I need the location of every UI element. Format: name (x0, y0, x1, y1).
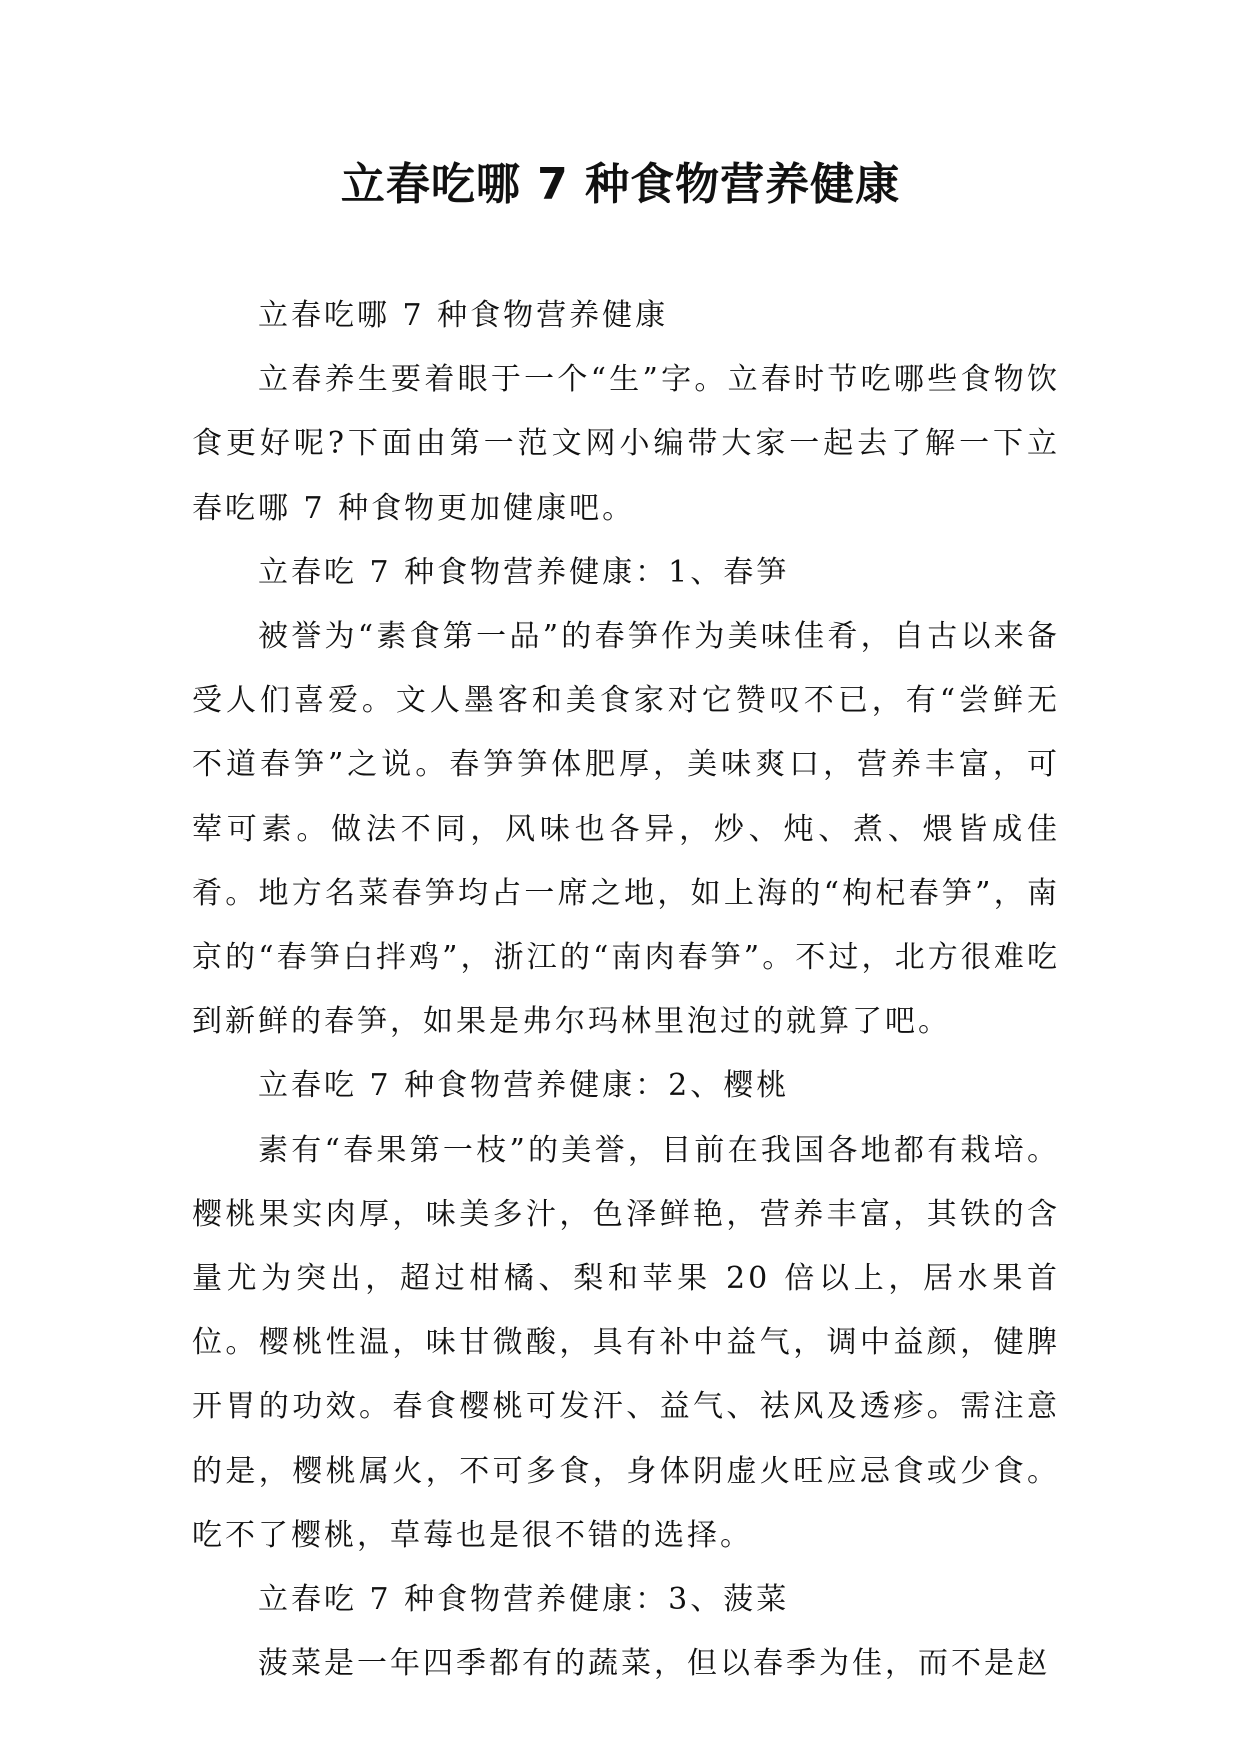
cherries-paragraph: 素有“春果第一枝”的美誉，目前在我国各地都有栽培。樱桃果实肉厚，味美多汁，色泽鲜艳，营养丰富，其铁的含量尤为突出，超过柑橘、梨和苹果 20 倍以上，居水果首位。樱桃性温，味甘微酸，具有补中益气，调中益颜，健脾开胃的功效。春食樱桃可发汗、益气、祛风及透疹。需注意的是，樱桃属火，不可多食，身体阴虚火旺应忌食或少食。吃不了樱桃，草莓也是很不错的选择。 (192, 1132, 1060, 1553)
document-body (192, 284, 1060, 1696)
section-heading-spinach: 立春吃 7 种食物营养健康：3、菠菜 (258, 1582, 790, 1618)
intro-paragraph: 立春养生要着眼于一个“生”字。立春时节吃哪些食物饮食更好呢?下面由第一范文网小编带大家一起去了解一下立春吃哪 7 种食物更加健康吧。 (192, 362, 1060, 526)
section-heading-cherries: 立春吃 7 种食物营养健康：2、樱桃 (258, 1068, 790, 1104)
section-heading-bamboo-shoots: 立春吃 7 种食物营养健康：1、春笋 (258, 554, 790, 590)
intro-heading: 立春吃哪 7 种食物营养健康 (258, 298, 669, 333)
document-title: 立春吃哪 7 种食物营养健康 (340, 159, 901, 210)
bamboo-shoots-paragraph: 被誉为“素食第一品”的春笋作为美味佳肴，自古以来备受人们喜爱。文人墨客和美食家对它赞叹不已，有“尝鲜无不道春笋”之说。春笋笋体肥厚，美味爽口，营养丰富，可荤可素。做法不同，风味也各异，炒、炖、煮、煨皆成佳肴。地方名菜春笋均占一席之地，如上海的“枸杞春笋”，南京的“春笋白拌鸡”，浙江的“南肉春笋”。不过，北方很难吃到新鲜的春笋，如果是弗尔玛林里泡过的就算了吧。 (192, 619, 1060, 1040)
spinach-paragraph: 菠菜是一年四季都有的蔬菜，但以春季为佳，而不是赵 (258, 1646, 1050, 1682)
